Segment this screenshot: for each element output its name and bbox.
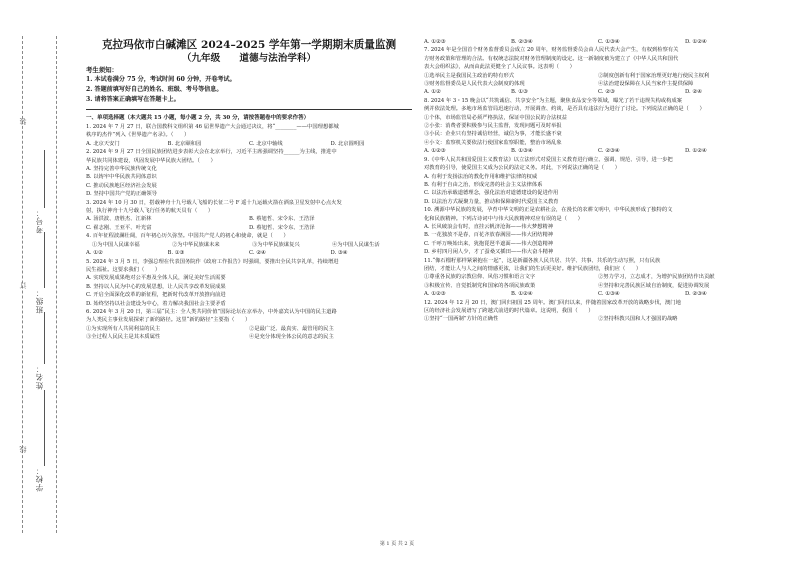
notice-item: 2. 答题前填写好自己的姓名、班级、考号等信息。 [86, 86, 223, 93]
option: C. 千呼万唤始出来，犹抱琵琶半遮面——伟大创造精神 [424, 240, 554, 247]
question-text: 10. 溯源中华民族的发展，孕育中华文明的正是农耕社会，在漫长的农耕文明中，中华民族形成了独特的文 [424, 207, 673, 214]
option: ②为中华民族谋未来 [172, 241, 220, 248]
options-row [424, 72, 772, 80]
question-text: 8. 2024 年 3・15 晚会以“共筑诚信、共享安全”为主题，聚焦食品安全等领域，曝光了若干违规失构或构成案 [424, 97, 682, 104]
option: ③为中华民族谋复兴 [252, 241, 300, 248]
question-text: 例并依法处理。多地市场监管局迅速行动，开展调查、约谈，是否具有违法行为进行了讨论。下列说法正确的是（ ） [424, 106, 705, 113]
option: ③积极宣传、自觉抵制党和国家的各项民族政策 [424, 282, 536, 289]
options-row [424, 147, 772, 155]
exam-title: 克拉玛依市白碱滩区 2024–2025 学年第一学期期末质量监测 [101, 39, 397, 51]
option: D. ②④ [685, 89, 702, 96]
option: B. 以铸牢中华民族共同体意识 [86, 174, 157, 181]
question-text: 对教育的引导，使爱国主义成为公民的法定义务。对此，下列说法正确的是（ ） [424, 165, 620, 172]
option: ③财务监督委员是人民代表大会制度的体现 [424, 81, 525, 88]
option: ①为实现所有人共同利益的民主 [86, 325, 161, 332]
page-footer: 第 1 页 共 2 页 [379, 541, 415, 547]
notice-heading: 考生须知： [86, 66, 118, 74]
seal-word: 订 [19, 282, 27, 289]
option: D. 坚持中国共产党的正确领导 [86, 191, 157, 198]
question-text: 5. 2024 年 3 月 5 日，李强总理在代表国务院作《政府工作报告》时强调，要推出全民共享礼单，持续增进 [86, 258, 339, 265]
option: ③全过程人民民主是其本质属性 [86, 334, 161, 341]
option: ④为中国人民谋生活 [332, 241, 380, 248]
option: B. ②③④ [511, 39, 533, 45]
question-text: 表大会组织法》，从而由此法更健全了人民议事。这表明（ ） [424, 64, 575, 71]
option: ②小张：消费者要积极参与民主监督，发现问题可及时举报 [424, 123, 562, 130]
option: ①为中国人民谋幸福 [92, 241, 140, 248]
question-text: 9.《中华人民共和国爱国主义教育法》以立法形式对爱国主义教育进行确立、强调、规范、引导，进一步把 [424, 156, 673, 163]
option: C. 翟志刚、王亚平、叶光富 [86, 224, 152, 231]
options-row [424, 80, 772, 88]
option: A. 汤洪波、唐胜杰、江新林 [86, 216, 152, 223]
option: D. 以法治方式凝聚力量，推动和保障新时代爱国主义教育 [424, 198, 559, 205]
option: B. 一花独放不是春，百花齐放春满园——伟大团结精神 [424, 232, 554, 239]
question-text: 3. 2024 年 10 月 30 日，搭载神舟十九号载人飞船的长征二号 F 遥十九运载火箭在酒泉卫星发射中心点火发 [86, 199, 342, 206]
option: ①坚持“一国两制”方针的正确性 [424, 316, 499, 323]
question-text: 11.“像石榴籽那样紧紧抱在一起”，这是新疆各族人民共居、共学、共事、共乐的生动写照，只有民族 [424, 257, 661, 264]
option: ④是充分体现全体公民的意志的民主 [249, 334, 334, 341]
section-heading: 一、单项选择题（本大题共 15 小题，每小题 2 分，共 30 分，请按答题卷中的要求作答） [86, 115, 310, 121]
option: ①尊重各民族的宗教信仰、风俗习惯和语言文字 [424, 274, 536, 281]
option: A. 北京天安门 [86, 140, 120, 147]
cut-line [56, 36, 57, 533]
option: A. ①② [86, 250, 103, 257]
options-row [424, 282, 772, 290]
question-text: 为人类民主事业发展探索了新的路径。这里“新的路径”主要指（ ） [86, 317, 251, 324]
option: B. ①②④ [511, 291, 533, 298]
options-row [424, 273, 772, 281]
option: B. ①③ [167, 250, 185, 257]
option: ④小文：监察机关要依法行使国家监察职能，整治市场乱象 [424, 139, 562, 146]
option: D. 乡村四月闲人少，才了蚕桑又插田——伟大奋斗精神 [424, 249, 554, 256]
exam-subtitle: （九年级 道德与法治学科） [181, 53, 317, 64]
option: ②努力学习，立志成才，为增护民族团结作出贡献 [598, 274, 715, 281]
option: A. ①②③ [424, 148, 446, 155]
left-column [86, 38, 412, 342]
question-text: 团结，才能让人与人之间的情感更浓，让我们的生活更美好。维护民族团结，我们应（ ） [424, 265, 642, 272]
option: C. 推动民族地区经济社会发展 [86, 182, 157, 189]
seal-word: 装 [19, 118, 27, 125]
option: A. ①②③ [424, 291, 446, 298]
question-text: 民生福祉。这要求我们（ ） [86, 266, 161, 273]
school-label: 学校： [35, 466, 44, 492]
class-label: 班级： [35, 288, 44, 314]
options-row [424, 38, 772, 46]
notice-item: 3. 请将答案正确填写在答题卡上。 [86, 96, 180, 103]
question-text: 7. 2024 年是全国首个财务监督委员会成立 20 周年，财务监督委员会由人民代表大会产生，有权到检察有关 [424, 47, 679, 54]
option: B. 坚持以人民为中心的发展思想，让人民共享改革发展成果 [86, 283, 226, 290]
option: D. ③④ [330, 250, 348, 257]
exam-no-label: 考号： [35, 208, 44, 234]
option: C. 北京中轴线 [249, 140, 283, 147]
question-text: 华民族共同体建设，巩固发展中华民族大团结。（ ） [86, 157, 216, 164]
option: A. 坚持完善中华民族传统文化 [86, 166, 157, 173]
option: A. 有利于发扬法治的教化作用和维护法律的权威 [424, 173, 538, 180]
option: A. ①②③ [424, 39, 446, 45]
option: D. ①②④ [685, 39, 707, 45]
question-text: 区的经济社会发展谱写了跨越式前进的时代篇章。这说明，我国（ ） [424, 308, 594, 314]
options-row [86, 241, 412, 249]
option: C. ①③④ [598, 39, 620, 45]
question-text: 2. 2024 年 9 月 27 日全国民族团结进步表彰大会在北京举行，习近平主席强调坚持______为主线，推进中 [86, 149, 337, 156]
option: B. 有利于自由之治，形成完善的社会主义法律体系 [424, 181, 543, 188]
option: A. ①② [424, 89, 441, 96]
options-row [86, 325, 412, 333]
option: B. ①③ [511, 89, 528, 96]
option: C. ①③④ [598, 291, 620, 298]
option: ①选举民主是我国民主政治的特有形式 [424, 72, 515, 79]
option: C. ②④ [249, 250, 266, 257]
option: ②是最广泛、最真实、最管用的民主 [249, 325, 334, 332]
options-row [86, 249, 412, 257]
question-text: 射，执行神舟十九号载人飞行任务的航天员有（ ） [86, 208, 214, 215]
option: ①个体，市场监管局必须严格执法，保证中国公民的合法权益 [424, 114, 568, 121]
option: A. 长风破浪会有时，直挂云帆济沧海——伟大梦想精神 [424, 223, 554, 230]
option: C. 以法治承载道德理念，强化法治对道德建设的促进作用 [424, 190, 559, 197]
question-text: 方财务政策和管理的合法。有权统志法院对财务管理制度的设定。这一新制度被为建立了《中华人民共和国代 [424, 55, 679, 62]
option: C. 开启全面深化改革的新征程，把新时代改革开放推向前进 [86, 292, 226, 299]
divider [86, 109, 412, 110]
options-row [424, 315, 772, 323]
options-row [86, 224, 412, 232]
options-row [86, 140, 412, 148]
notice-item: 1. 本试卷满分 75 分，考试时间 60 分钟，开卷考试。 [86, 76, 236, 83]
option: D. ②③④ [685, 291, 707, 298]
seal-word: 线 [19, 446, 27, 453]
right-column [424, 38, 772, 324]
option: C. ②③ [598, 89, 615, 96]
question-text: 化和民族精神。下列古诗词中与伟大民族精神对应有误的是（ ） [424, 215, 583, 222]
option: B. ①③④ [511, 148, 533, 155]
option: A. 实现发展成果绝对公平惠及全体人民，满足美好生活需要 [86, 275, 226, 282]
option: B. 北京颐和园 [167, 140, 202, 147]
options-row [86, 333, 412, 341]
options-row [424, 88, 772, 96]
option: ③小民：企业只有坚持诚信经营，诚信为事，才能长盛不衰 [424, 131, 562, 138]
options-row [424, 290, 772, 298]
question-text: 4. 百年征程波澜壮阔，百年初心历久弥坚。中国共产党人的初心和使命，就是（ ） [86, 233, 289, 240]
option: D. 蔡旭哲、宋令东、王浩泽 [249, 224, 315, 231]
option: ④坚持和完善民族区域自治制度，促进协调发展 [598, 282, 710, 289]
options-row [86, 215, 412, 223]
option: B. 蔡旭哲、宋令东、王浩泽 [249, 216, 315, 223]
option: ②坚持科教兴国和人才强国的战略 [598, 316, 678, 323]
name-label: 姓名： [35, 364, 44, 390]
question-text: 12. 2024 年 12 月 20 日，澳门回归祖国 25 周年。澳门回归以来，伴随着国家改革开放的战略步伐，澳门地 [424, 299, 681, 306]
question-text: 6. 2024 年 3 月 20 日，第三届“民主：全人类共同价值”国际论坛在京举办，中外嘉宾认为中国的民主道路 [86, 308, 337, 315]
question-text: 秩序的杰作”列入《世界遗产名录》。（ ） [86, 132, 190, 139]
binding-strip [0, 0, 82, 563]
option: D. ①②④ [685, 148, 707, 155]
option: D. 北京圆明园 [330, 140, 365, 147]
option: ④法治建设保障在人民当家作主提供保障 [598, 81, 694, 88]
option: ②制度创新有利于国家治理更好地行使民主权利 [598, 72, 710, 79]
option: D. 始终坚持以社会建设为中心，着力解决我国社会主要矛盾 [86, 300, 226, 307]
question-text: 1. 2024 年 7 月 27 日，联合国教科文组织第 46 届世界遗产大会通过决议，将“________——中国理想都城 [86, 124, 339, 130]
option: C. ②③④ [598, 148, 620, 155]
